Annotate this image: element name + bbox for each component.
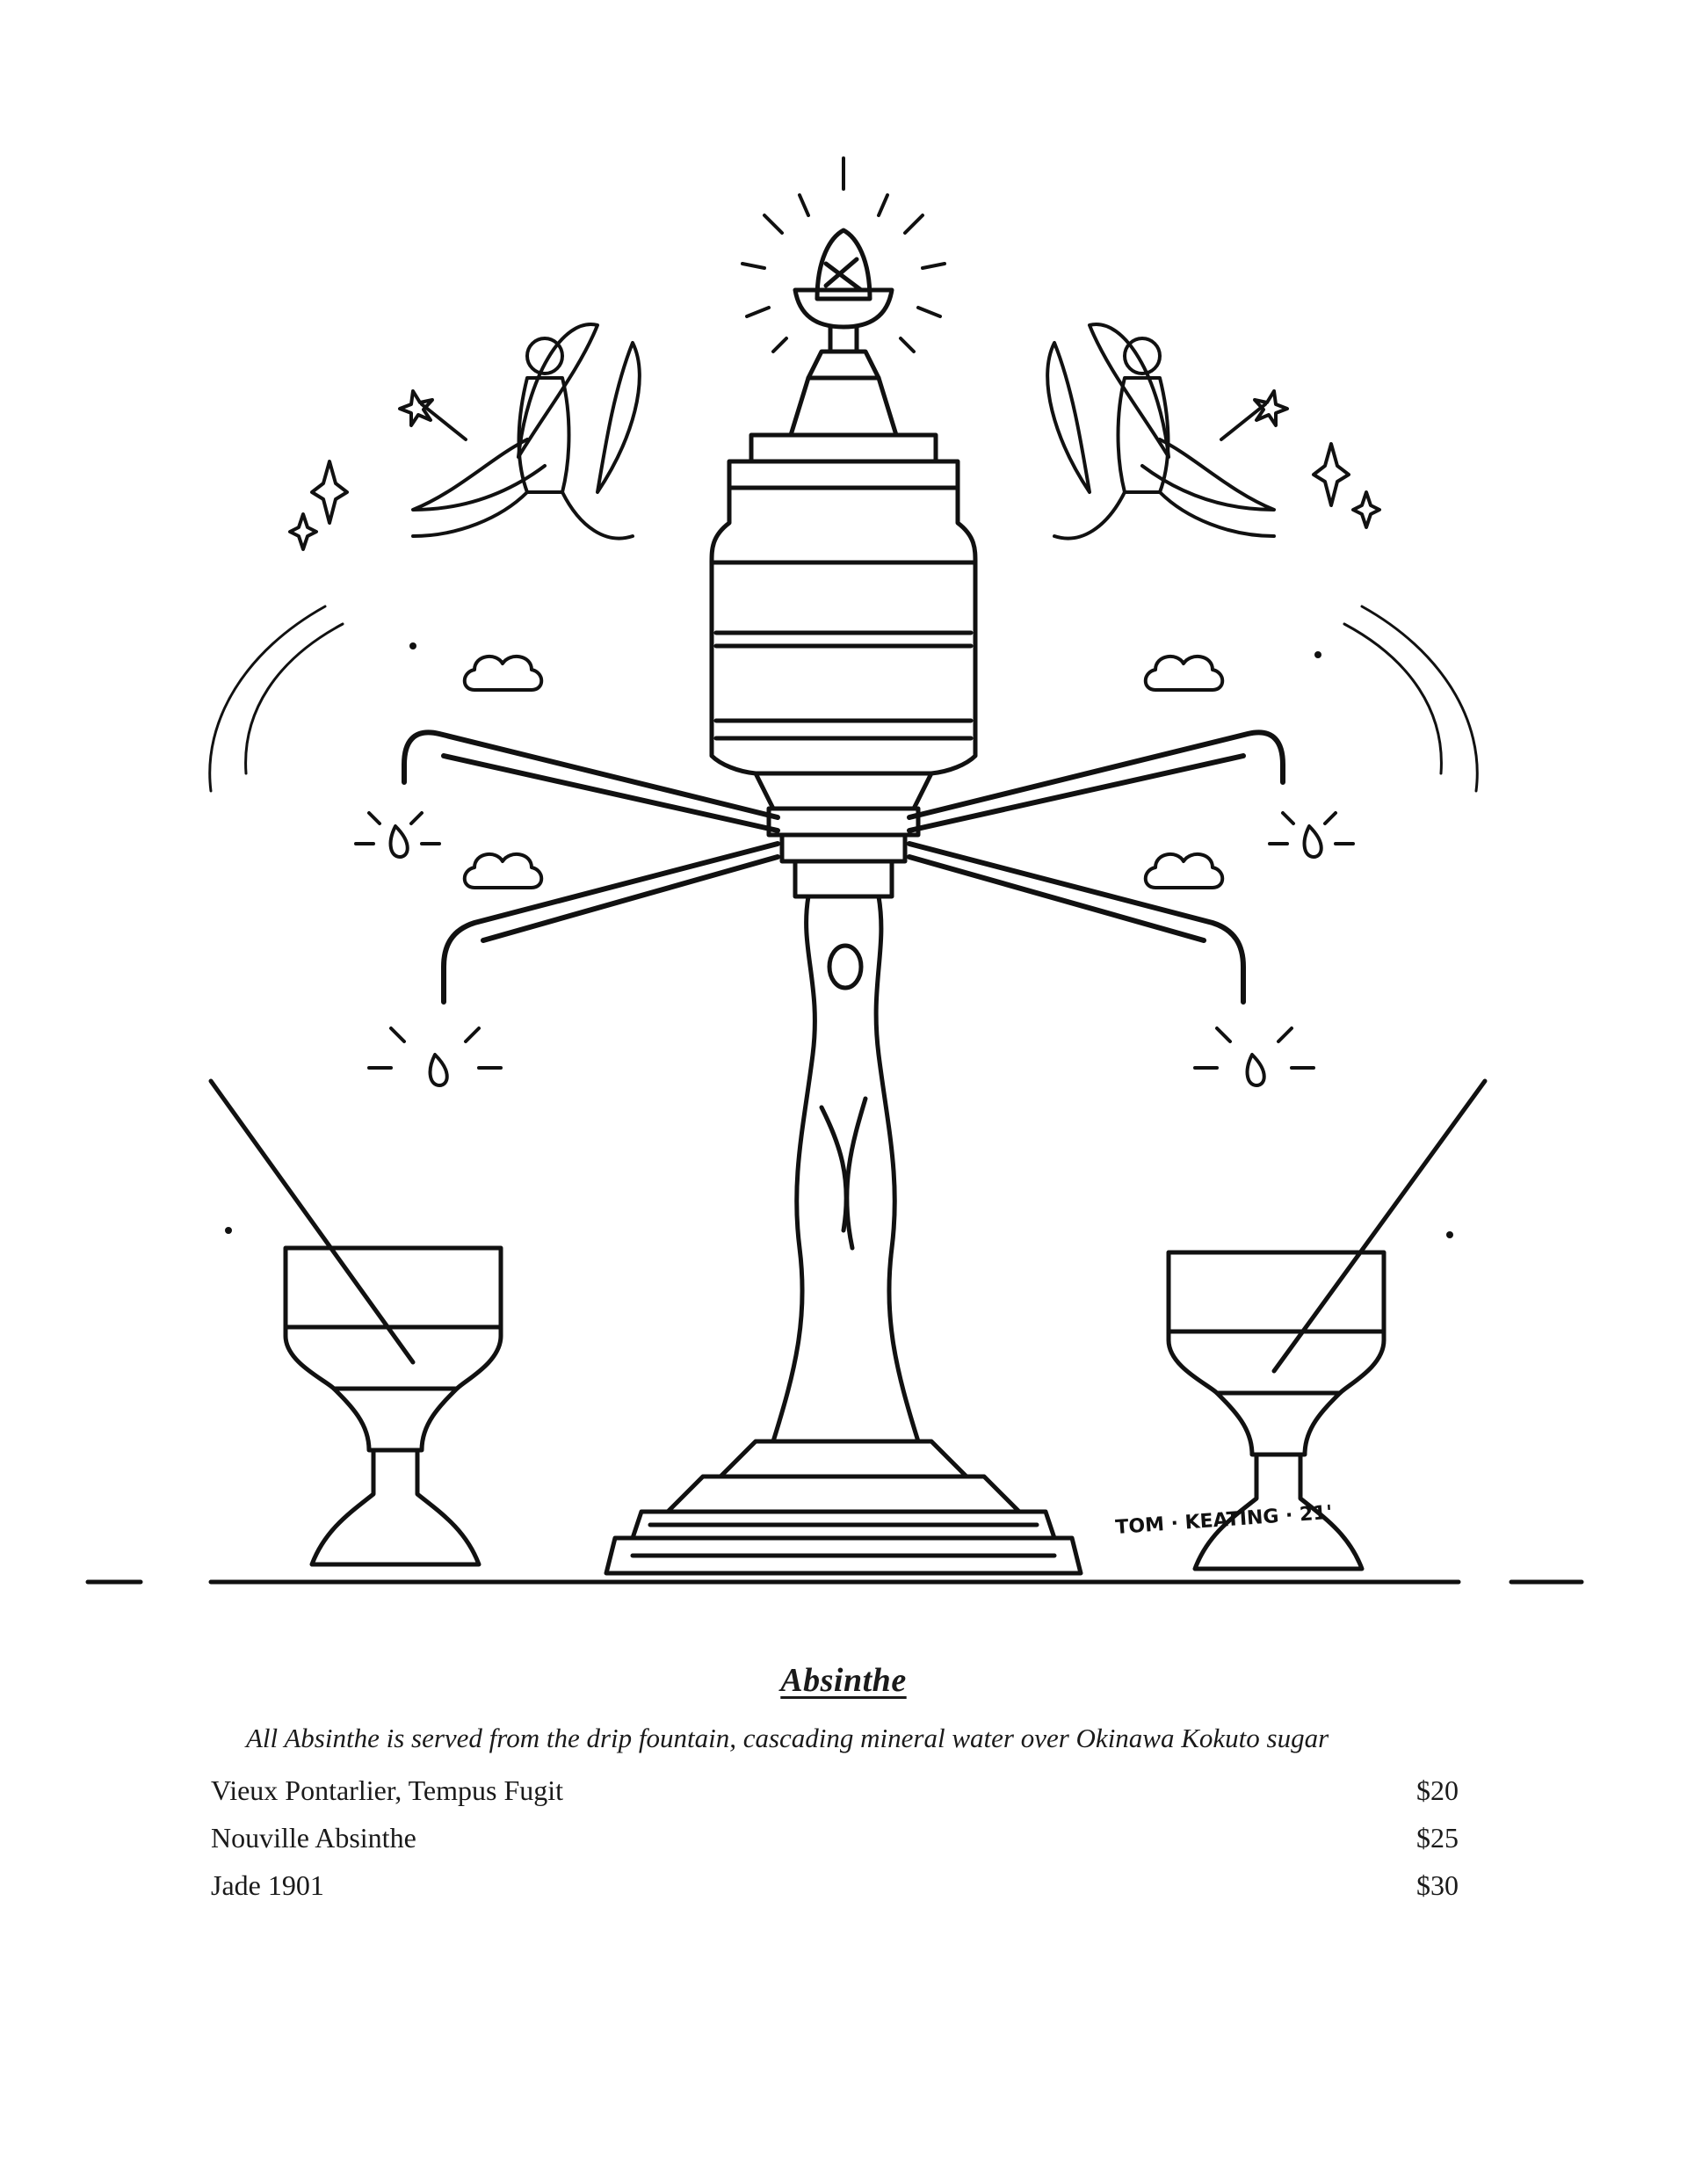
fountain-base (606, 1441, 1081, 1573)
finial (795, 230, 892, 352)
menu-subtitle: All Absinthe is served from the drip fountain, cascading mineral water over Okinawa Kokuto sugar (246, 1723, 1329, 1753)
fountain-cap (729, 352, 958, 488)
fountain-stem (773, 835, 918, 1441)
menu-title: Absinthe (780, 1662, 907, 1699)
menu-item-price: $25 (1416, 1822, 1459, 1854)
fairy-right (1047, 324, 1287, 539)
menu-item-price: $30 (1416, 1869, 1459, 1901)
menu-item-price: $20 (1416, 1774, 1459, 1806)
menu-item (211, 1814, 1459, 1861)
finial-glow-rays (742, 158, 945, 352)
artist-signature: TOM · KEATING · 21' (1114, 1501, 1334, 1539)
menu-item-name: Nouville Absinthe (211, 1822, 416, 1854)
menu-item (211, 1767, 1459, 1814)
absinthe-glass-left (211, 1081, 501, 1564)
absinthe-menu (0, 1661, 1687, 1901)
fairy-left (400, 324, 640, 539)
fountain-reservoir (712, 488, 975, 835)
menu-item-name: Vieux Pontarlier, Tempus Fugit (211, 1774, 564, 1806)
menu-item-list (211, 1767, 1459, 1909)
menu-item-name: Jade 1901 (211, 1869, 324, 1901)
absinthe-glass-right (1169, 1081, 1485, 1569)
menu-item (211, 1861, 1459, 1909)
